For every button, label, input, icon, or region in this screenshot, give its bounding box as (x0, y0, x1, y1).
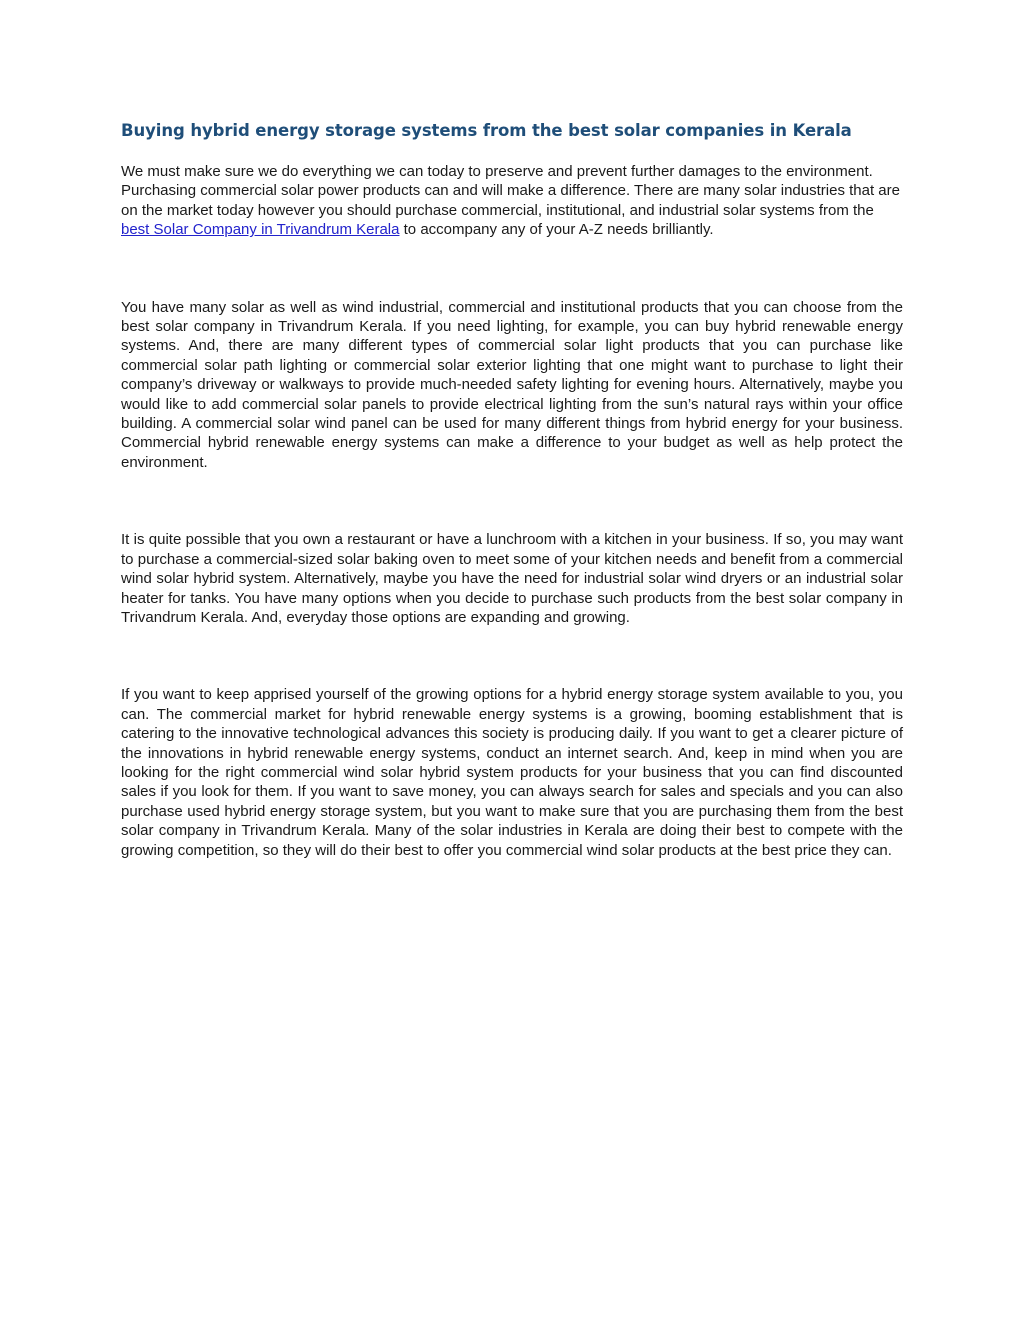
paragraph-intro-text-before: We must make sure we do everything we can today to preserve and prevent further damages to the environment. Purchasing commercial solar power products can and will make a difference. There are many solar industries that are on the market today however you should purchase commercial, institutional, and industrial solar systems from the (121, 163, 900, 219)
paragraph-intro-text-after: to accompany any of your A-Z needs brilliantly. (399, 221, 714, 239)
paragraph-products: You have many solar as well as wind industrial, commercial and institutional products that you can choose from the best solar company in Trivandrum Kerala. If you need lighting, for example, you can buy hybrid renewable energy systems. And, there are many different types of commercial solar light products that you can purchase like commercial solar path lighting or commercial solar exterior lighting that one might want to purchase to light their company’s driveway or walkways to provide much-needed safety lighting for evening hours. Alternatively, maybe you would like to add commercial solar panels to provide electrical lighting from the sun’s natural rays within your office building. A commercial solar wind panel can be used for many different things from hybrid energy for your business. Commercial hybrid renewable energy systems can make a difference to your budget as well as help protect the environment. (121, 298, 903, 471)
paragraph-intro (121, 162, 903, 240)
paragraph-restaurant: It is quite possible that you own a restaurant or have a lunchroom with a kitchen in your business. If so, you may want to purchase a commercial-sized solar baking oven to meet some of your kitchen needs and benefit from a commercial wind solar hybrid system. Alternatively, maybe you have the need for industrial solar wind dryers or an industrial solar heater for tanks. You have many options when you decide to purchase such products from the best solar company in Trivandrum Kerala. And, everyday those options are expanding and growing. (121, 531, 903, 626)
paragraph-options: If you want to keep apprised yourself of the growing options for a hybrid energy storage system available to you, you can. The commercial market for hybrid renewable energy systems is a growing, booming establishment that is catering to the innovative technological advances this society is producing daily. If you want to get a clearer picture of the innovations in hybrid renewable energy systems, conduct an internet search. And, keep in mind when you are looking for the right commercial wind solar hybrid system products for your business that you can find discounted sales if you look for them. If you want to save money, you can always search for sales and specials and you can also purchase used hybrid energy storage system, but you want to make sure that you are purchasing them from the best solar company in Trivandrum Kerala. Many of the solar industries in Kerala are doing their best to compete with the growing competition, so they will do their best to offer you commercial wind solar products at the best price they can. (121, 686, 903, 859)
solar-company-link[interactable]: best Solar Company in Trivandrum Kerala (121, 221, 400, 239)
document-title: Buying hybrid energy storage systems from the best solar companies in Kerala (121, 121, 852, 140)
document-page (121, 118, 903, 860)
